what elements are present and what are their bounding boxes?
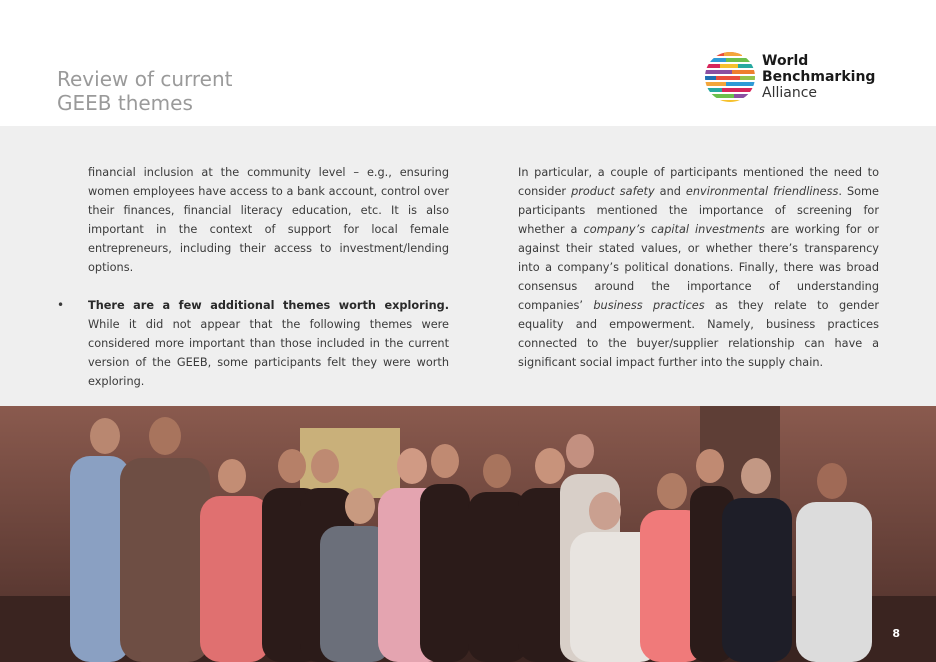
bullet-text: While it did not appear that the following themes were considered more important than those included in the current version of the GEEB, some participants felt they were worth exploring. [88, 318, 449, 388]
right-italic-business-practices: business practices [593, 299, 705, 312]
right-text-2: and [654, 185, 686, 198]
bullet-item [57, 296, 449, 391]
right-text-1: In particular, a couple of participants mentioned the need to consider [518, 166, 879, 198]
right-italic-product-safety: product safety [571, 185, 655, 198]
right-italic-environmental: environmental friendliness [685, 185, 839, 198]
logo-wordmark [762, 53, 875, 101]
world-benchmarking-alliance-logo [704, 50, 894, 106]
page-title-line1: Review of current [57, 67, 233, 91]
right-paragraph [518, 163, 879, 372]
left-paragraph: financial inclusion at the community level – e.g., ensuring women employees have access to a bank account, control over their finances, financial literacy education, etc. It is also important in the context of support for local female entrepreneurs, including their access to investment/lending options. [88, 166, 449, 274]
logo-mark-icon [704, 50, 756, 104]
text-panel [0, 126, 936, 406]
logo-text-benchmarking: Benchmarking [762, 69, 876, 85]
group-photo [0, 406, 936, 662]
logo-text-alliance: Alliance [762, 85, 818, 101]
page-title [57, 67, 317, 115]
logo-text-world: World [762, 53, 809, 69]
page-header [0, 0, 936, 126]
left-column [57, 163, 449, 391]
page-title-line2: GEEB themes [57, 91, 193, 115]
right-column [518, 163, 879, 372]
right-text-5: as they relate to gender equality and empowerment. Namely, business practices connected to the buyer/supplier relationship can have a significant social impact further into the supply chain. [518, 299, 879, 369]
right-text-4: are working for or against their stated values, or whether there’s transparency into a company’s political donations. Finally, there was broad consensus around the importance of understanding companies’ [518, 223, 880, 312]
right-text-3: . Some participants mentioned the importance of screening for whether a [518, 185, 880, 236]
page-number: 8 [892, 627, 900, 640]
bullet-heading: There are a few additional themes worth exploring. [88, 299, 449, 312]
bullet-marker: • [57, 298, 65, 312]
right-italic-capital-investments: company’s capital investments [583, 223, 765, 236]
group-photo-image [0, 406, 936, 662]
